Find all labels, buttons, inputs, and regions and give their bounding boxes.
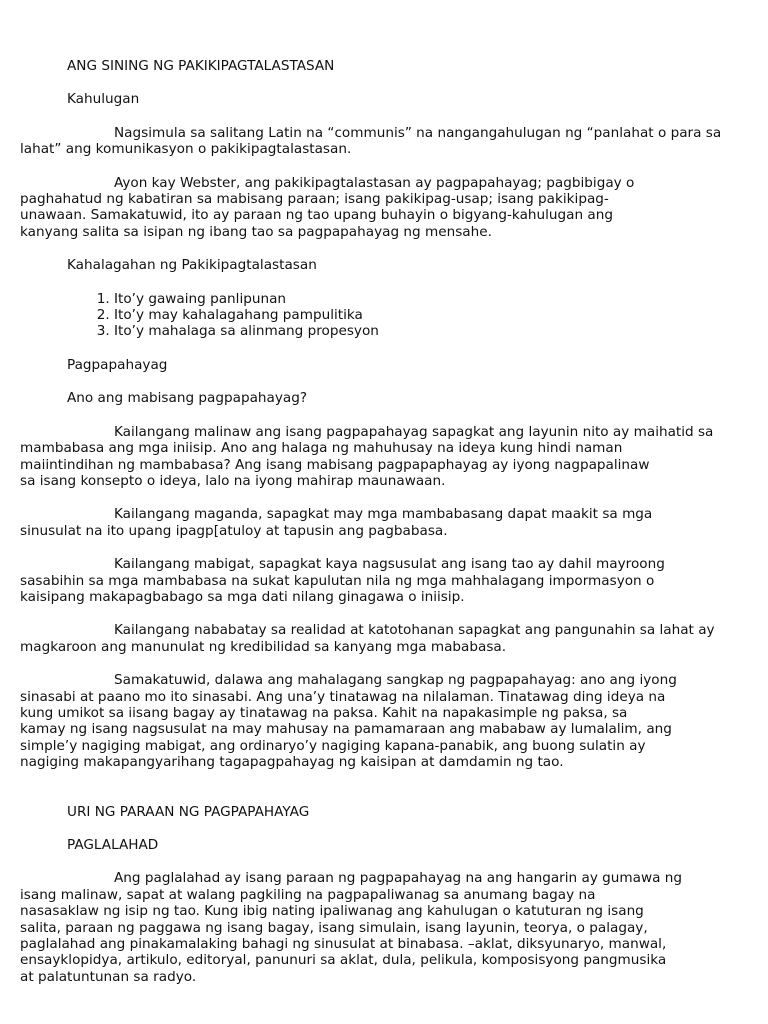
heading-pagpapahayag: Pagpapahayag xyxy=(67,356,168,373)
paragraph-paglalahad xyxy=(20,870,728,985)
text-line: Kailangang mabigat, sapagkat kaya nagsusulat ang isang tao ay dahil mayroong xyxy=(114,556,665,573)
text-line: kaisipang makapagbabago sa mga dati nilang ginagawa o iniisip. xyxy=(20,588,465,605)
text-line: nasasaklaw ng isip ng tao. Kung ibig nating ipaliwanag ang kahulugan o katuturan ng isang xyxy=(20,903,644,920)
paragraph-pagpapahayag-5 xyxy=(20,672,728,771)
text-line: sinasabi at paano mo ito sinasabi. Ang una’y tinatawag na nilalaman. Tinatawag ding ideya na xyxy=(20,688,666,705)
text-line: Nagsimula sa salitang Latin na “communis” na nangangahulugan ng “panlahat o para sa xyxy=(114,124,722,141)
text-line: lahat” ang komunikasyon o pakikipagtalastasan. xyxy=(20,141,352,158)
text-line: ensayklopidya, artikulo, editoryal, panunuri sa aklat, dula, pelikula, komposisyong pangmusika xyxy=(20,952,667,969)
text-line: kanyang salita sa isipan ng ibang tao sa pagpapahayag ng mensahe. xyxy=(20,223,492,240)
text-line: Kailangang nababatay sa realidad at katotohanan sapagkat ang pangunahin sa lahat ay xyxy=(114,622,715,639)
text-line: kung umikot sa iisang bagay ay tinatawag na paksa. Kahit na napakasimple ng paksa, sa xyxy=(20,704,628,721)
text-line: magkaroon ang manunulat ng kredibilidad sa kanyang mga mababasa. xyxy=(20,638,507,655)
text-line: mambabasa ang mga iniisip. Ano ang halaga ng mahuhusay na ideya kung hindi naman xyxy=(20,440,623,457)
text-line: paghahatud ng kabatiran sa mabisang paraan; isang pakikipag-usap; isang pakikipag- xyxy=(20,191,609,208)
text-line: Ayon kay Webster, ang pakikipagtalastasan ay pagpapahayag; pagbibigay o xyxy=(114,174,635,191)
heading-kahalagahan: Kahalagahan ng Pakikipagtalastasan xyxy=(67,257,317,274)
document-title: ANG SINING NG PAKIKIPAGTALASTASAN xyxy=(67,58,335,74)
text-line: at palatuntunan sa radyo. xyxy=(20,968,197,985)
heading-kahulugan: Kahulugan xyxy=(67,91,140,108)
text-line: Kailangang malinaw ang isang pagpapahayag sapagkat ang layunin nito ay maihatid sa xyxy=(114,423,714,440)
text-line: Kailangang maganda, sapagkat may mga mambabasang dapat maakit sa mga xyxy=(114,506,653,523)
text-line: kamay ng isang nagsusulat na may mahusay na pamamaraan ang mababaw ay lumalalim, ang xyxy=(20,721,672,738)
paragraph-kahulugan-1 xyxy=(20,124,728,158)
subheading-paglalahad: PAGLALAHAD xyxy=(67,837,159,853)
text-line: Samakatuwid, dalawa ang mahalagang sangkap ng pagpapahayag: ano ang iyong xyxy=(114,672,677,689)
paragraph-pagpapahayag-1 xyxy=(20,423,728,490)
text-line: maiintindihan ng mambabasa? Ang isang mabisang pagpapaphayag ay iyong nagpapalinaw xyxy=(20,456,650,473)
paragraph-kahulugan-2 xyxy=(20,174,728,241)
list-item: 3. Ito’y mahalaga sa alinmang propesyon xyxy=(114,323,728,339)
paragraph-pagpapahayag-2 xyxy=(20,506,728,539)
text-line: Ang paglalahad ay isang paraan ng pagpapahayag na ang hangarin ay gumawa ng xyxy=(114,870,683,887)
paragraph-pagpapahayag-3 xyxy=(20,556,728,605)
text-line: sinusulat na ito upang ipagp[atuloy at tapusin ang pagbabasa. xyxy=(20,522,448,539)
text-line: simple’y nagiging mabigat, ang ordinaryo’y nagiging kapana-panabik, ang buong sulatin ay xyxy=(20,737,646,754)
text-line: unawaan. Samakatuwid, ito ay paraan ng tao upang buhayin o bigyang-kahulugan ang xyxy=(20,207,613,224)
text-line: nagiging makapangyarihang tagapagpahayag ng kaisipan at damdamin ng tao. xyxy=(20,754,564,771)
heading-uri: URI NG PARAAN NG PAGPAPAHAYAG xyxy=(67,803,310,820)
text-line: paglalahad ang pinakamalaking bahagi ng sinusulat at binabasa. –aklat, diksyunaryo, manwal, xyxy=(20,936,667,953)
text-line: sasabihin sa mga mambabasa na sukat kapulutan nila ng mga mahhalagang impormasyon o xyxy=(20,572,655,589)
text-line: sa isang konsepto o ideya, lalo na iyong mahirap maunawaan. xyxy=(20,472,446,489)
kahalagahan-list xyxy=(67,291,728,340)
question-pagpapahayag: Ano ang mabisang pagpapahayag? xyxy=(67,390,308,407)
list-item: 2. Ito’y may kahalagahang pampulitika xyxy=(114,307,728,323)
text-line: salita, paraan ng paggawa ng isang bagay, isang simulain, isang layunin, teorya, o palagay, xyxy=(20,919,648,936)
text-line: isang malinaw, sapat at walang pagkiling na pagpapaliwanag sa anumang bagay na xyxy=(20,886,596,903)
paragraph-pagpapahayag-4 xyxy=(20,622,728,655)
list-item: 1. Ito’y gawaing panlipunan xyxy=(114,291,728,307)
